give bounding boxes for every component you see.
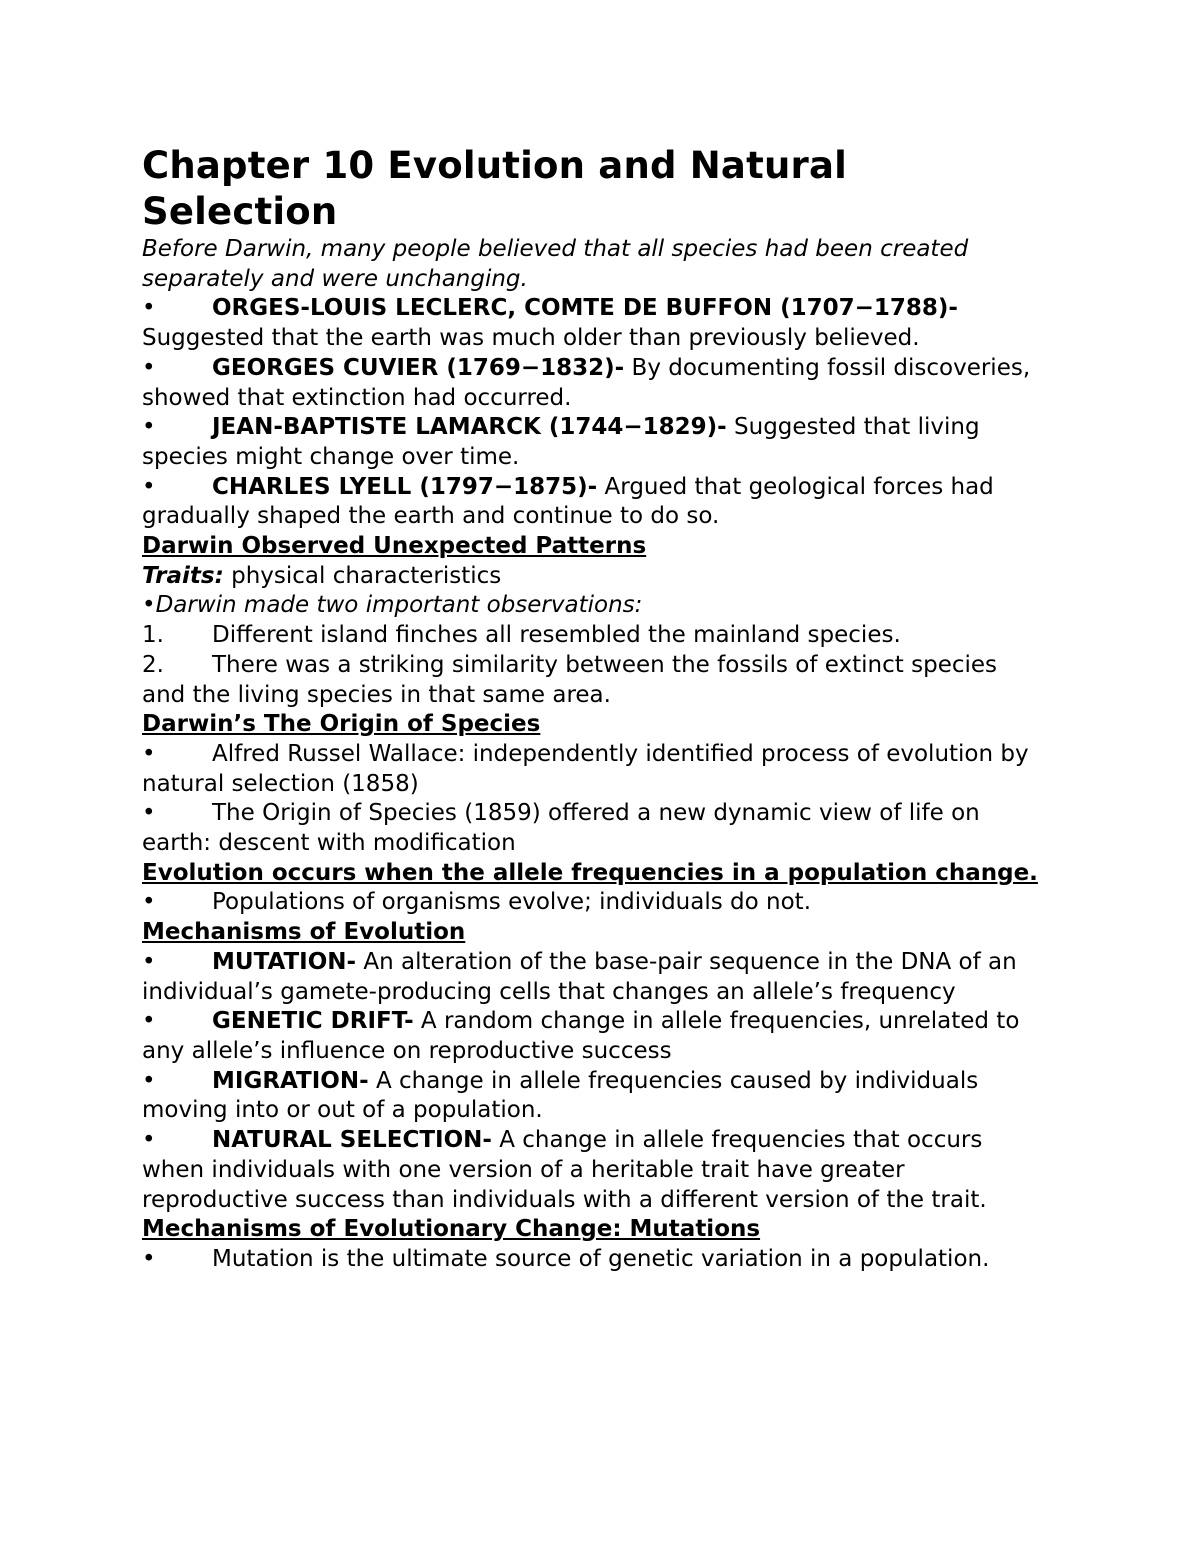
list-item — [142, 1067, 1042, 1126]
person-text: Suggested that the earth was much older than previously believed. — [142, 325, 920, 352]
term-text: An alteration of the base-pair sequence in the DNA of an individual’s gamete-producing cells that changes an allele’s frequency — [142, 948, 1017, 1005]
section-heading: Mechanisms of Evolutionary Change: Mutations — [142, 1216, 761, 1243]
bullet: • — [142, 740, 156, 767]
person-text: By documenting fossil discoveries, showed that extinction had occurred. — [142, 354, 1031, 411]
page-title: Chapter 10 Evolution and Natural Selection — [142, 144, 848, 233]
person-name: GEORGES CUVIER (1769−1832)- — [212, 354, 625, 381]
bullet: • — [142, 948, 156, 975]
bullet: • — [142, 1008, 156, 1035]
list-text: There was a striking similarity between the fossils of extinct species and the living species in that same area. — [142, 651, 998, 708]
list-item — [142, 473, 1042, 532]
section-heading: Darwin’s The Origin of Species — [142, 711, 541, 738]
list-item — [142, 948, 1042, 1007]
observation-intro: •Darwin made two important observations: — [142, 592, 643, 619]
bullet: • — [142, 414, 156, 441]
term-text: A change in allele frequencies that occurs when individuals with one version of a heritable trait have greater reproductive success than individuals with a different version of the trait. — [142, 1127, 987, 1213]
list-item — [142, 354, 1042, 413]
section-heading: Mechanisms of Evolution — [142, 919, 466, 946]
bullet: • — [142, 1245, 156, 1272]
list-text: Populations of organisms evolve; individuals do not. — [212, 889, 811, 916]
bullet: • — [142, 473, 156, 500]
person-text: Argued that geological forces had gradually shaped the earth and continue to do so. — [142, 473, 994, 530]
term-text: A change in allele frequencies caused by individuals moving into or out of a population. — [142, 1067, 979, 1124]
term: MIGRATION- — [212, 1067, 369, 1094]
bullet: • — [142, 1067, 156, 1094]
document-page — [142, 143, 1042, 1275]
list-item — [142, 294, 1042, 353]
person-name: CHARLES LYELL (1797−1875)- — [212, 473, 598, 500]
intro-text: Before Darwin, many people believed that all species had been created separately and were unchanging. — [142, 236, 969, 292]
list-text: Alfred Russel Wallace: independently identified process of evolution by natural selection (1858) — [142, 740, 1029, 797]
person-name: ORGES-LOUIS LECLERC, COMTE DE BUFFON (1707−1788)- — [212, 295, 958, 322]
list-text: Different island finches all resembled the mainland species. — [212, 622, 901, 649]
list-item — [142, 1126, 1042, 1215]
list-number: 1. — [142, 622, 164, 649]
list-text: Mutation is the ultimate source of genetic variation in a population. — [212, 1245, 990, 1272]
list-item — [142, 740, 1042, 799]
bullet: • — [142, 800, 156, 827]
traits-label: Traits: — [142, 562, 224, 589]
list-item — [142, 413, 1042, 472]
list-item — [142, 888, 1042, 918]
traits-text: physical characteristics — [223, 562, 502, 589]
list-item — [142, 1007, 1042, 1066]
bullet: • — [142, 1127, 156, 1154]
bullet: • — [142, 889, 156, 916]
traits-line — [142, 562, 1042, 592]
list-text: The Origin of Species (1859) offered a new dynamic view of life on earth: descent with modification — [142, 800, 980, 857]
list-item — [142, 651, 1042, 710]
list-item — [142, 799, 1042, 858]
term: MUTATION- — [212, 948, 357, 975]
bullet: • — [142, 354, 156, 381]
term: GENETIC DRIFT- — [212, 1008, 414, 1035]
list-item — [142, 621, 1042, 651]
person-name: JEAN-BAPTISTE LAMARCK (1744−1829)- — [212, 414, 727, 441]
person-text: Suggested that living species might change over time. — [142, 414, 980, 470]
term-text: A random change in allele frequencies, unrelated to any allele’s influence on reproductive success — [142, 1008, 1020, 1064]
section-heading: Darwin Observed Unexpected Patterns — [142, 533, 647, 560]
list-item — [142, 1245, 1042, 1275]
bullet: • — [142, 295, 156, 322]
term: NATURAL SELECTION- — [212, 1127, 492, 1154]
section-heading: Evolution occurs when the allele frequencies in a population change. — [142, 859, 1038, 886]
list-number: 2. — [142, 651, 164, 678]
